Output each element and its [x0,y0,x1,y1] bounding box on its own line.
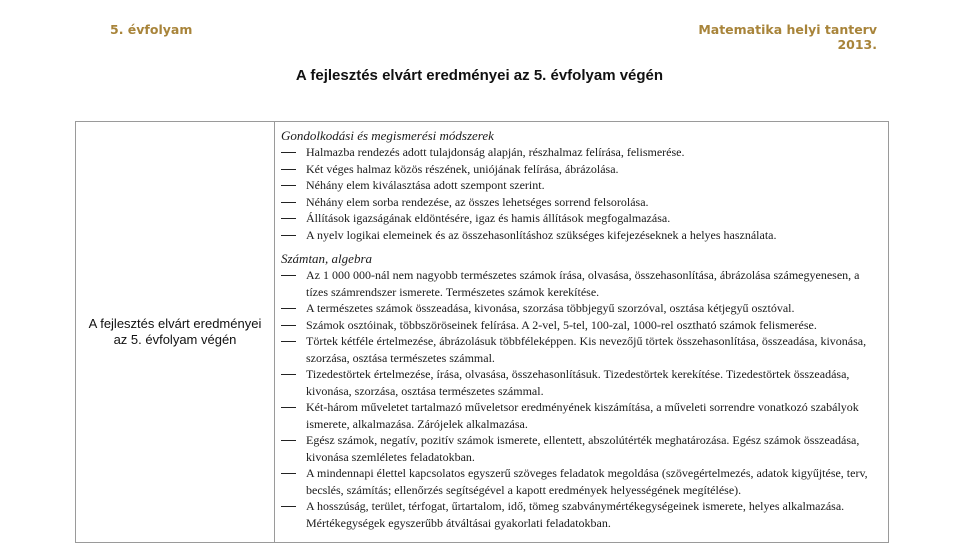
section-title: Gondolkodási és megismerési módszerek [281,128,494,143]
item-list [281,144,882,243]
header-grade: 5. évfolyam [110,22,193,37]
header-year: 2013. [837,37,877,52]
section-arithmetic [281,250,882,531]
list-item: Két véges halmaz közös részének, uniójának felírása, ábrázolása. [281,161,882,178]
section-title: Számtan, algebra [281,251,372,266]
list-item: Számok osztóinak, többszöröseinek felírása. A 2-vel, 5-tel, 100-zal, 1000-rel osztható számok felismerése. [281,317,882,334]
list-item: Néhány elem kiválasztása adott szempont szerint. [281,177,882,194]
list-item: Halmazba rendezés adott tulajdonság alapján, részhalmaz felírása, felismerése. [281,144,882,161]
page-title: A fejlesztés elvárt eredményei az 5. évfolyam végén [295,67,664,84]
table-right-cell [275,122,888,542]
header-subject-title: Matematika helyi tanterv [698,22,877,37]
list-item: Tizedestörtek értelmezése, írása, olvasása, összehasonlításuk. Tizedestörtek kerekítése. Tizedestörtek összeadása, kivonása, szorzása, osztása természetes számmal. [281,366,882,399]
table-left-cell [76,122,275,542]
list-item: A hosszúság, terület, térfogat, űrtartalom, idő, tömeg szabványmértékegységeinek ismerete, helyes alkalmazása. Mértékegységek egyszerűbb átváltásai gyakorlati feladatokban. [281,498,882,531]
table-left-label: A fejlesztés elvárt eredményei az 5. évfolyam végén [88,316,262,347]
list-item: Állítások igazságának eldöntésére, igaz és hamis állítások megfogalmazása. [281,210,882,227]
list-item: Törtek kétféle értelmezése, ábrázolásuk többféleképpen. Kis nevezőjű törtek összehasonlítása, összeadása, kivonása, szorzása, osztása természetes számmal. [281,333,882,366]
list-item: A mindennapi élettel kapcsolatos egyszerű szöveges feladatok megoldása (szövegértelmezés, adatok kigyűjtése, terv, becslés, számítás; ellenőrzés segítségével a kapott eredmények helyességének megítélése). [281,465,882,498]
header-subject [698,22,877,52]
list-item: Két-három műveletet tartalmazó műveletsor eredményének kiszámítása, a műveleti sorrendre vonatkozó szabályok ismerete, alkalmazása. Zárójelek alkalmazása. [281,399,882,432]
list-item: Az 1 000 000-nál nem nagyobb természetes számok írása, olvasása, összehasonlítása, ábrázolása számegyenesen, a tízes számrendszer ismerete. Természetes számok kerekítése. [281,267,882,300]
list-item: A természetes számok összeadása, kivonása, szorzása többjegyű szorzóval, osztása kétjegyű osztóval. [281,300,882,317]
section-thinking [281,127,882,243]
list-item: Egész számok, negatív, pozitív számok ismerete, ellentett, abszolútérték meghatározása. Egész számok összeadása, kivonása szemléletes feladatokban. [281,432,882,465]
item-list [281,267,882,531]
list-item: Néhány elem sorba rendezése, az összes lehetséges sorrend felsorolása. [281,194,882,211]
outcomes-table [75,121,889,543]
list-item: A nyelv logikai elemeinek és az összehasonlításhoz szükséges kifejezéseknek a helyes használata. [281,227,882,244]
